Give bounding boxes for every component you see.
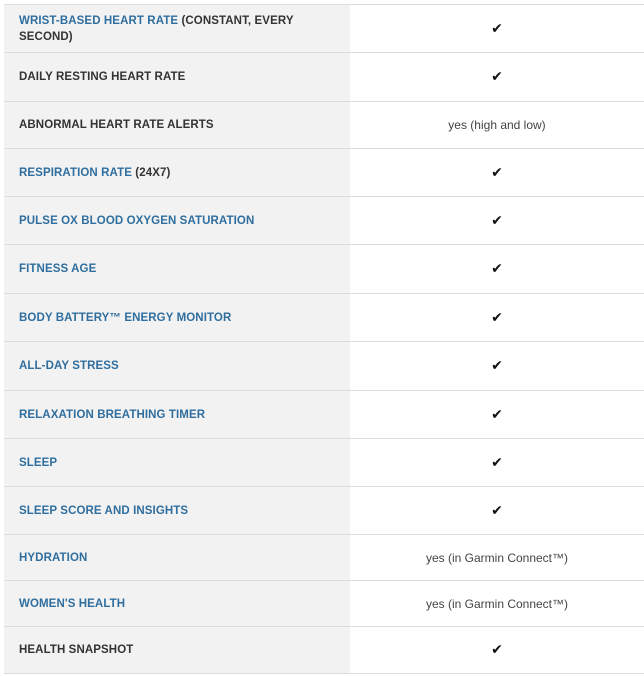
feature-value: yes (high and low) — [448, 118, 546, 132]
table-row — [4, 627, 644, 674]
feature-link[interactable]: SLEEP SCORE AND INSIGHTS — [19, 504, 189, 517]
table-row — [4, 5, 644, 53]
feature-link[interactable]: ALL-DAY STRESS — [19, 360, 119, 372]
feature-label-text: DAILY RESTING HEART RATE — [19, 71, 186, 83]
feature-value-cell — [350, 535, 644, 581]
feature-label-cell — [4, 535, 350, 581]
checkmark-icon: ✔ — [491, 68, 503, 84]
feature-label-cell — [4, 197, 350, 245]
feature-label-cell — [4, 53, 350, 102]
feature-link[interactable]: HYDRATION — [19, 551, 88, 564]
feature-label-text: (CONSTANT, EVERY SECOND) — [19, 14, 294, 43]
table-row — [4, 439, 644, 487]
feature-link[interactable]: FITNESS AGE — [19, 263, 97, 275]
feature-value-cell — [350, 581, 644, 627]
table-row — [4, 581, 644, 627]
feature-label-text: (24X7) — [131, 166, 171, 179]
table-row — [4, 535, 644, 581]
table-row — [4, 245, 644, 294]
feature-label-cell — [4, 391, 350, 439]
table-row — [4, 197, 644, 245]
feature-label — [19, 503, 338, 519]
checkmark-icon: ✔ — [491, 501, 503, 518]
feature-label — [19, 69, 338, 85]
feature-value: yes (in Garmin Connect™) — [425, 550, 569, 565]
feature-link[interactable]: WOMEN'S HEALTH — [19, 597, 126, 610]
feature-link[interactable]: SLEEP — [19, 456, 58, 469]
feature-label — [19, 550, 338, 566]
feature-value-cell — [350, 5, 644, 53]
feature-link[interactable]: BODY BATTERY™ ENERGY MONITOR — [19, 311, 232, 324]
feature-label — [19, 310, 338, 326]
feature-link[interactable]: RELAXATION BREATHING TIMER — [19, 408, 206, 421]
checkmark-icon: ✔ — [491, 163, 503, 180]
feature-link[interactable]: WRIST-BASED HEART RATE — [19, 14, 179, 27]
feature-label — [19, 165, 338, 181]
feature-label-cell — [4, 581, 350, 627]
feature-label-text: ABNORMAL HEART RATE ALERTS — [19, 119, 214, 131]
checkmark-icon: ✔ — [491, 453, 503, 470]
feature-link[interactable]: RESPIRATION RATE — [19, 166, 132, 179]
feature-label — [19, 642, 338, 658]
checkmark-icon: ✔ — [491, 357, 503, 373]
feature-value-cell — [350, 294, 644, 342]
feature-value-cell — [350, 391, 644, 439]
feature-label — [19, 117, 338, 133]
feature-link[interactable]: PULSE OX BLOOD OXYGEN SATURATION — [19, 214, 255, 227]
feature-label-cell — [4, 294, 350, 342]
feature-value-cell — [350, 439, 644, 487]
feature-label — [19, 13, 338, 45]
feature-label-cell — [4, 487, 350, 535]
table-row — [4, 102, 644, 149]
table-body — [4, 5, 644, 674]
table-row — [4, 53, 644, 102]
table-row — [4, 342, 644, 391]
feature-label — [19, 596, 338, 612]
feature-value-cell — [350, 245, 644, 294]
feature-value-cell — [350, 102, 644, 149]
feature-value-cell — [350, 487, 644, 535]
feature-label — [19, 261, 338, 277]
feature-label-cell — [4, 342, 350, 391]
checkmark-icon: ✔ — [491, 260, 503, 276]
feature-value: yes (in Garmin Connect™) — [425, 596, 569, 611]
feature-value-cell — [350, 197, 644, 245]
feature-label-text: HEALTH SNAPSHOT — [19, 644, 134, 656]
feature-label-cell — [4, 149, 350, 197]
feature-label — [19, 407, 338, 423]
feature-value-cell — [350, 149, 644, 197]
feature-label-cell — [4, 102, 350, 149]
table-row — [4, 149, 644, 197]
checkmark-icon: ✔ — [491, 641, 503, 657]
table-row — [4, 391, 644, 439]
feature-label-cell — [4, 5, 350, 53]
feature-value-cell — [350, 53, 644, 102]
feature-label-cell — [4, 245, 350, 294]
health-features-table — [4, 4, 644, 674]
feature-label-cell — [4, 439, 350, 487]
checkmark-icon: ✔ — [491, 19, 503, 36]
feature-label — [19, 213, 338, 229]
table-row — [4, 294, 644, 342]
feature-label — [19, 358, 338, 374]
checkmark-icon: ✔ — [491, 211, 503, 228]
table-row — [4, 487, 644, 535]
checkmark-icon: ✔ — [491, 405, 503, 422]
feature-label-cell — [4, 627, 350, 674]
checkmark-icon: ✔ — [491, 308, 503, 325]
feature-value-cell — [350, 342, 644, 391]
feature-value-cell — [350, 627, 644, 674]
feature-label — [19, 455, 338, 471]
